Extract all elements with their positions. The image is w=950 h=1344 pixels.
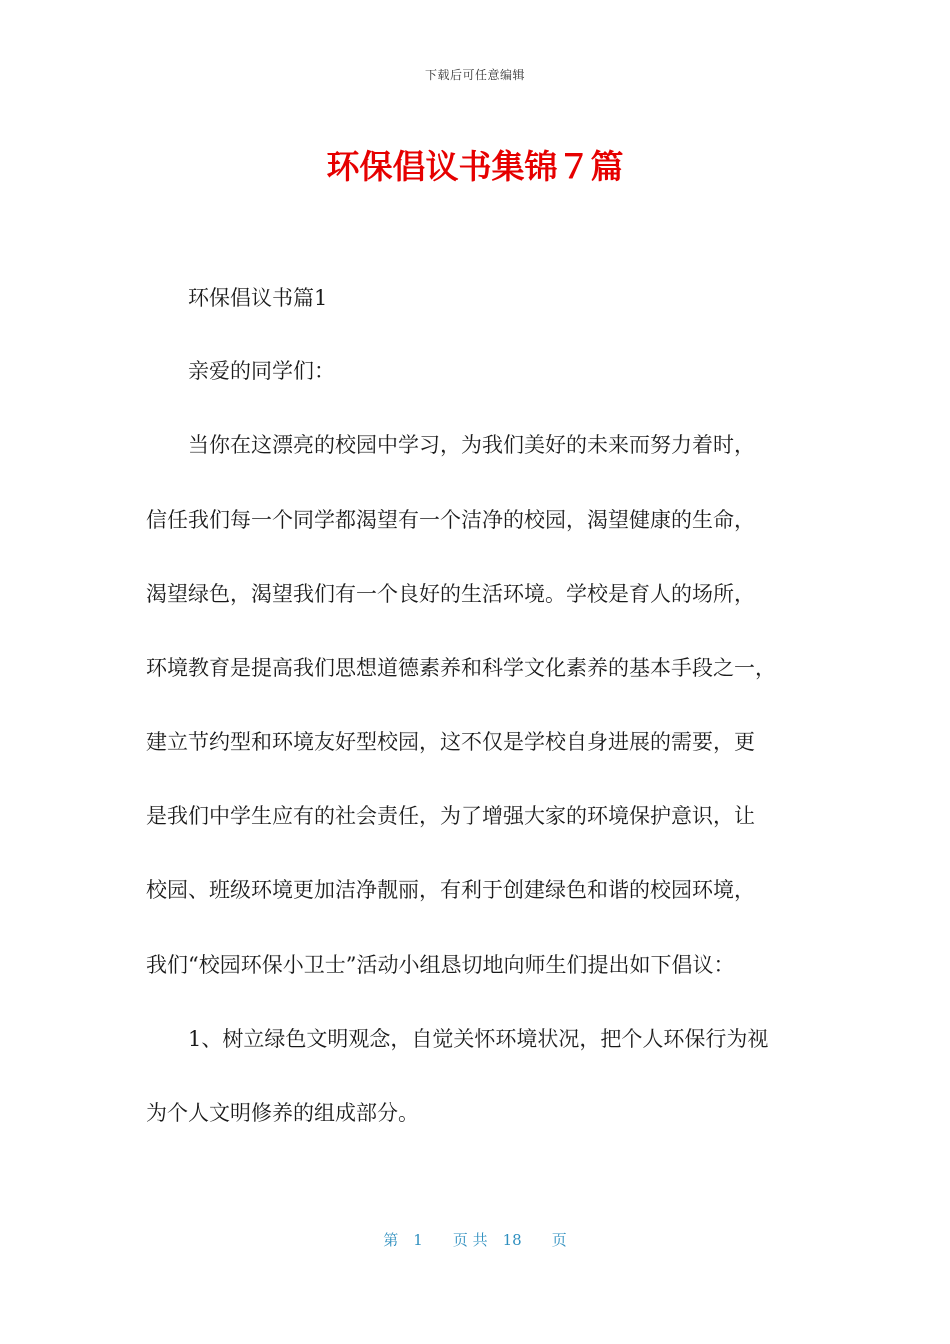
paragraph-line: 是我们中学生应有的社会责任，为了增强大家的环境保护意识，让 — [146, 804, 755, 828]
document-title: 环保倡议书集锦７篇 — [326, 147, 624, 186]
paragraph-line: 环境教育是提高我们思想道德素养和科学文化素养的基本手段之一， — [146, 656, 776, 680]
paragraph-line: 信任我们每一个同学都渴望有一个洁净的校园，渴望健康的生命， — [146, 508, 755, 532]
paragraph-line: 渴望绿色，渴望我们有一个良好的生活环境。学校是育人的场所， — [146, 582, 755, 606]
paragraph-line: 建立节约型和环境友好型校园，这不仅是学校自身进展的需要，更 — [146, 730, 755, 754]
salutation: 亲爱的同学们： — [146, 359, 335, 383]
paragraph-line: 当你在这漂亮的校园中学习，为我们美好的未来而努力着时， — [146, 433, 755, 457]
paragraph-line: 校园、班级环境更加洁净靓丽，有利于创建绿色和谐的校园环境， — [146, 878, 755, 902]
header-note: 下载后可任意编辑 — [424, 68, 525, 82]
paragraph-line: 1、树立绿色文明观念，自觉关怀环境状况，把个人环保行为视 — [146, 1027, 769, 1051]
page-number-footer: 第 1 页 共 18 页 — [383, 1231, 567, 1249]
section-heading: 环保倡议书篇1 — [146, 286, 328, 310]
paragraph-line: 我们“校园环保小卫士”活动小组恳切地向师生们提出如下倡议： — [146, 953, 735, 977]
paragraph-line: 为个人文明修养的组成部分。 — [146, 1101, 419, 1125]
